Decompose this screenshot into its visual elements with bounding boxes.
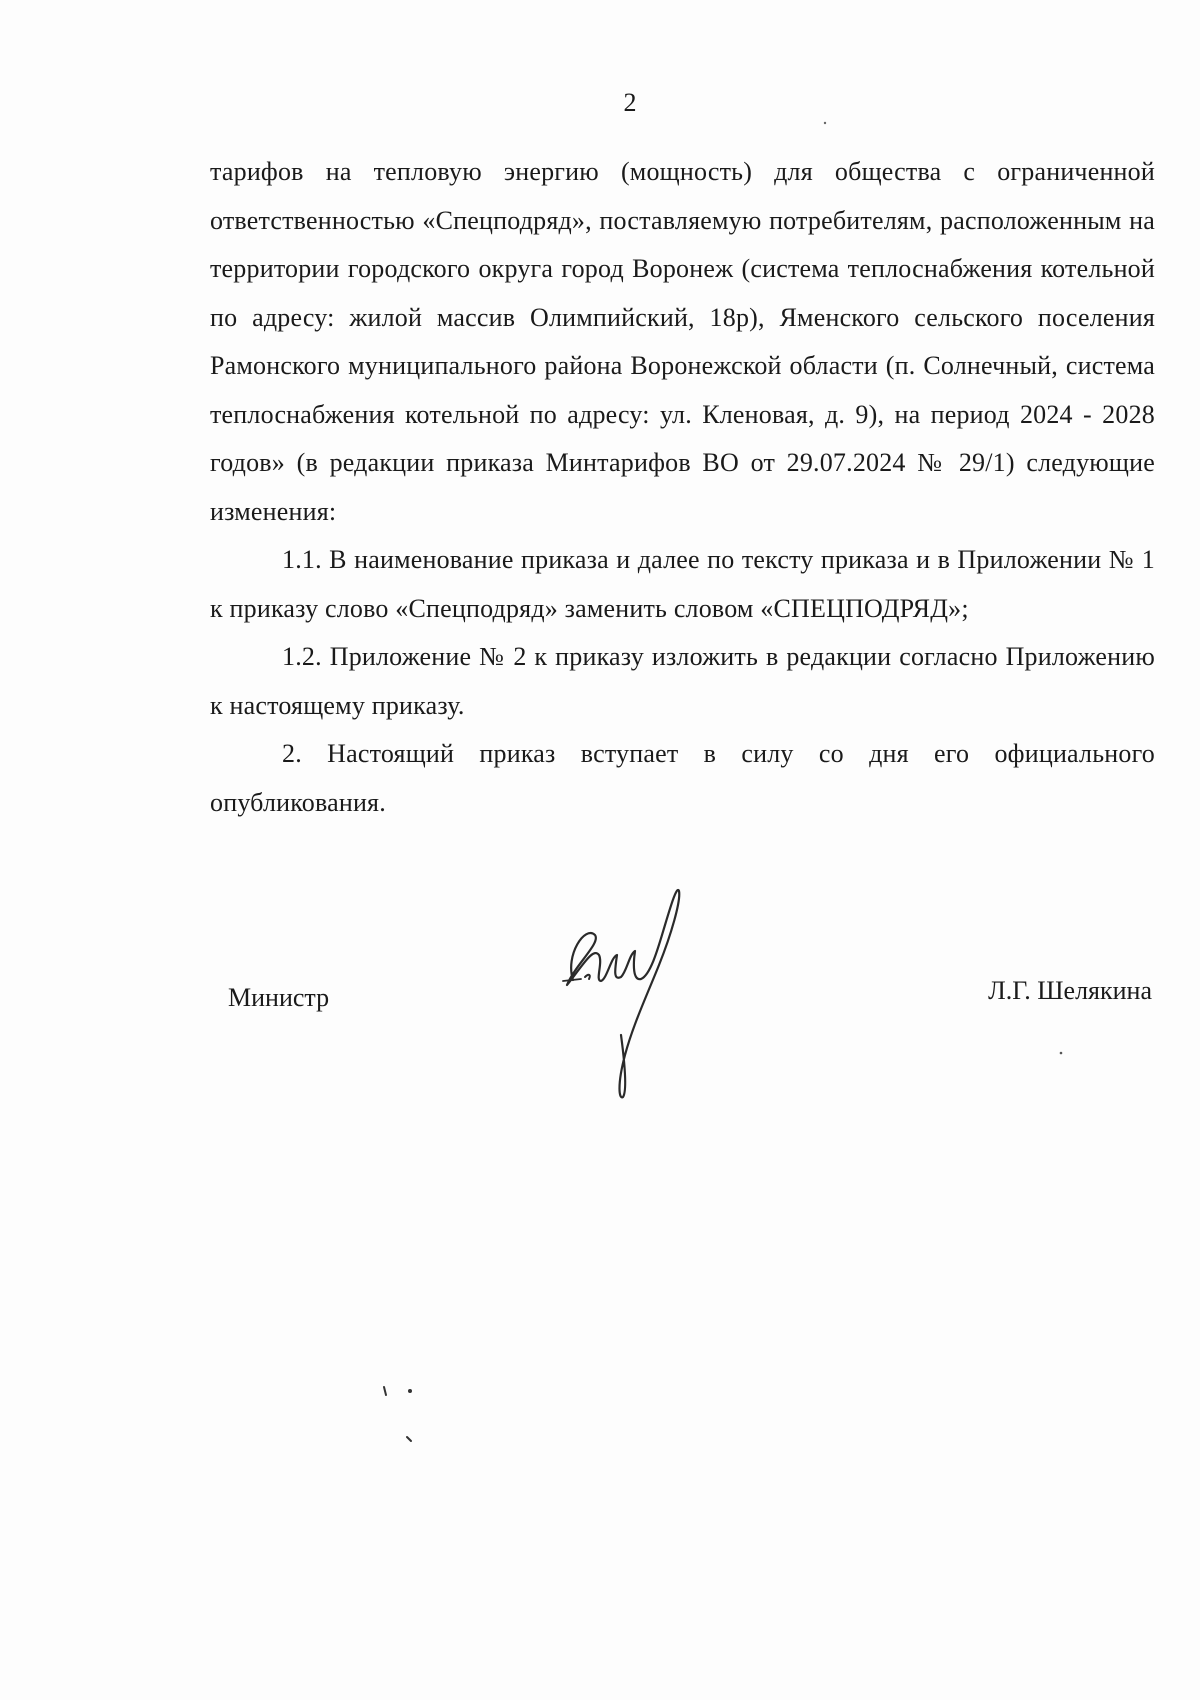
paragraph-item-1-2: 1.2. Приложение № 2 к приказу изложить в редакции согласно Приложению к настоящему приказу. [210,642,1155,720]
document-body [210,148,1155,827]
page-number: 2 [623,88,637,117]
scan-speck-mark [380,1385,420,1445]
handwritten-signature [555,885,695,1105]
paragraph-continuation: тарифов на тепловую энергию (мощность) для общества с ограниченной ответственностью «Спецподряд», поставляемую потребителям, расположенным на территории городского округа город Воронеж (система теплоснабжения котельной по адресу: жилой массив Олимпийский, 18р), Яменского сельского поселения Рамонского муниципального района Воронежской области (п. Солнечный, система теплоснабжения котельной по адресу: ул. Кленовая, д. 9), на период 2024 - 2028 годов» (в редакции приказа Минтарифов ВО от 29.07.2024 № 29/1) следующие изменения: [210,157,1155,526]
scan-speck-dot [822,120,828,126]
scan-speck-dot [1058,1050,1064,1056]
signer-name: Л.Г. Шелякина [988,976,1152,1005]
paragraph-item-1-1: 1.1. В наименование приказа и далее по тексту приказа и в Приложении № 1 к приказу слово «Спецподряд» заменить словом «СПЕЦПОДРЯД»; [210,545,1155,623]
signer-position: Министр [228,983,330,1012]
paragraph-item-2: 2. Настоящий приказ вступает в силу со дня его официального опубликования. [210,739,1155,817]
